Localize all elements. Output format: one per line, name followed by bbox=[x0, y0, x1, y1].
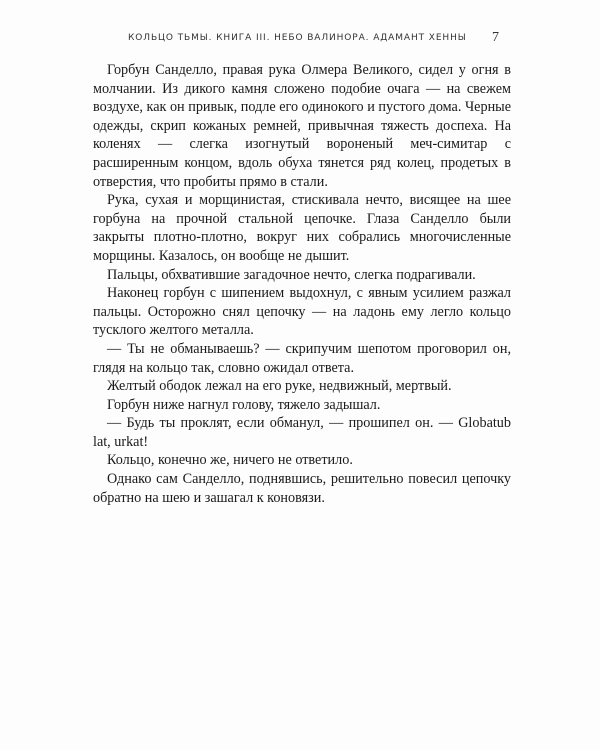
paragraph: Рука, сухая и морщинистая, стискивала нечто, висящее на шее горбуна на прочной стальной цепочке. Глаза Санделло были закрыты плотно-плотно, вокруг них собрались многочисленные морщины. Казалось, он вообще не дышит. bbox=[93, 192, 511, 264]
body-text bbox=[93, 61, 511, 507]
paragraph: Наконец горбун с шипением выдохнул, с явным усилием разжал пальцы. Осторожно снял цепочку — на ладонь ему легло кольцо тусклого желтого металла. bbox=[93, 285, 511, 339]
paragraph: Желтый ободок лежал на его руке, недвижный, мертвый. bbox=[107, 378, 452, 395]
paragraph: — Ты не обманываешь? — скрипучим шепотом проговорил он, глядя на кольцо так, словно ожидал ответа. bbox=[93, 340, 511, 376]
paragraph: Пальцы, обхватившие загадочное нечто, слегка подрагивали. bbox=[107, 266, 476, 283]
paragraph: Кольцо, конечно же, ничего не ответило. bbox=[107, 452, 353, 469]
running-header: КОЛЬЦО ТЬМЫ. КНИГА III. НЕБО ВАЛИНОРА. АДАМАНТ ХЕННЫ bbox=[128, 33, 467, 43]
page-number: 7 bbox=[492, 30, 499, 45]
paragraph: Однако сам Санделло, поднявшись, решительно повесил цепочку обратно на шею и зашагал к коновязи. bbox=[93, 471, 511, 506]
paragraph: Горбун ниже нагнул голову, тяжело задышал. bbox=[107, 396, 381, 413]
paragraph: Горбун Санделло, правая рука Олмера Великого, сидел у огня в молчании. Из дикого камня сложено подобие очага — на свежем воздухе, как он привык, подле его одинокого и пустого дома. Черные одежды, скрип кожаных ремней, привычная тяжесть доспеха. На коленях — слегка изогнутый вороненый меч-симитар с расширенным концом, вдоль обуха тянется ряд колец, продетых в отверстия, что пробиты прямо в стали. bbox=[93, 62, 511, 190]
paragraph: — Будь ты проклят, если обманул, — прошипел он. — Globatub lat, urkat! bbox=[93, 415, 511, 450]
